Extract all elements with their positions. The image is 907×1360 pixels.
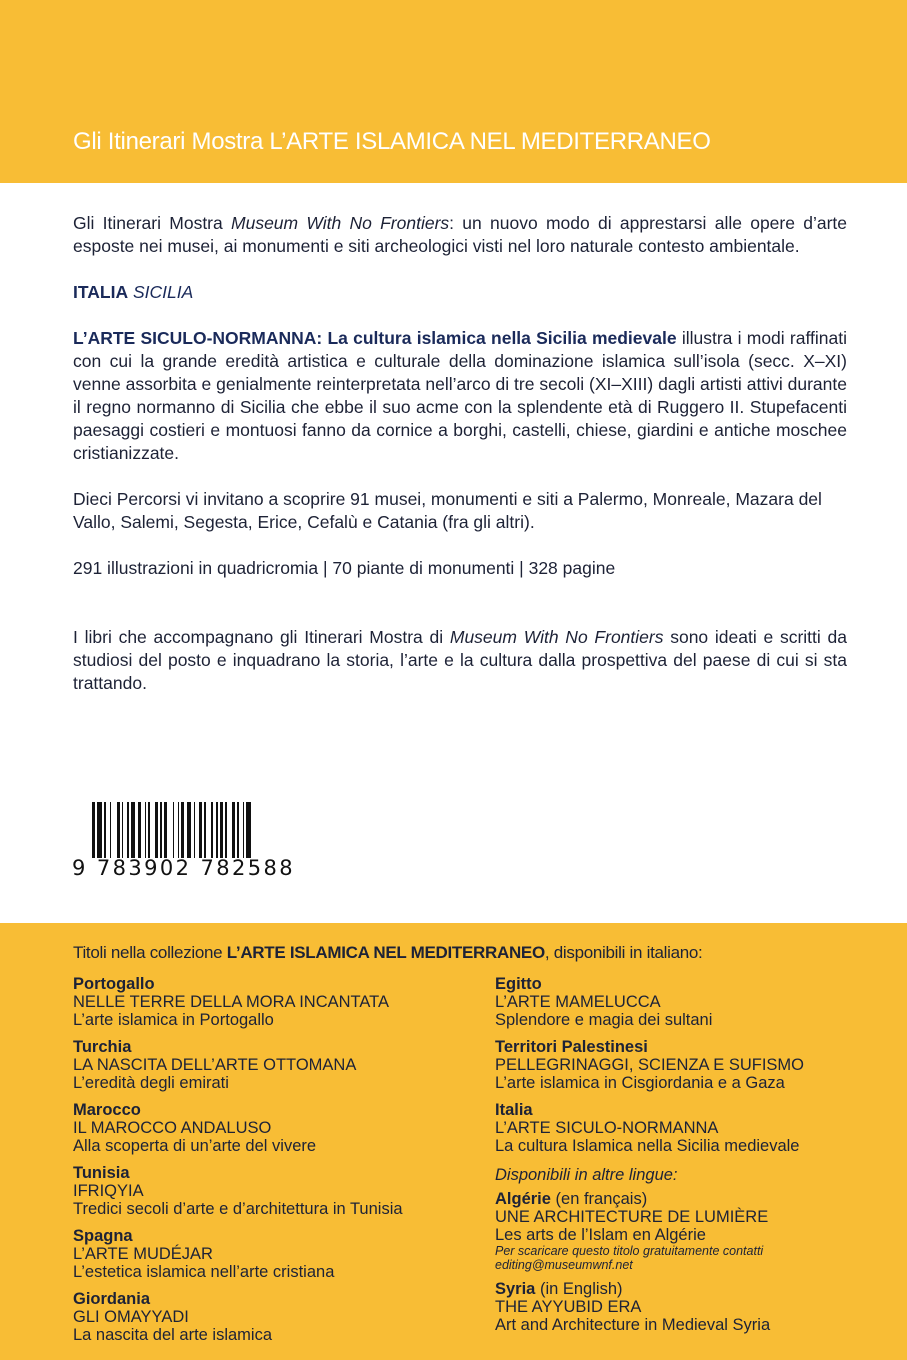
barcode-bar bbox=[225, 802, 227, 858]
region-country: ITALIA bbox=[73, 282, 129, 302]
barcode-bar bbox=[216, 802, 218, 858]
entry-country: Spagna bbox=[73, 1227, 133, 1245]
intro-paragraph bbox=[73, 212, 847, 258]
entry-country: Italia bbox=[495, 1101, 533, 1119]
other-entry bbox=[495, 1190, 895, 1272]
collection-entry bbox=[73, 1038, 473, 1101]
book-description bbox=[73, 327, 847, 465]
barcode-bar bbox=[237, 802, 239, 858]
barcode-bar bbox=[194, 802, 196, 858]
entry-language: (in English) bbox=[535, 1280, 623, 1298]
barcode-bar bbox=[199, 802, 202, 858]
barcode-bar bbox=[97, 802, 102, 858]
collection-heading bbox=[73, 943, 702, 963]
description-body bbox=[73, 212, 847, 718]
barcode-bar bbox=[138, 802, 141, 858]
heading-text: Titoli nella collezione bbox=[73, 943, 227, 962]
books-text-rest: sono ideati e scritti da studiosi del posto e inquadrano la storia, l’arte e la cultura dalla prospettiva del paese di cui si sta trattando. bbox=[73, 627, 847, 693]
entry-title: LA NASCITA DELL’ARTE OTTOMANA bbox=[73, 1056, 357, 1074]
entry-title: GLI OMAYYADI bbox=[73, 1308, 189, 1326]
barcode-bar bbox=[131, 802, 136, 858]
heading-text-end: , disponibili in italiano: bbox=[544, 943, 703, 962]
collection-entry bbox=[495, 1038, 895, 1101]
barcode-bar bbox=[204, 802, 206, 858]
collection-entry bbox=[73, 975, 473, 1038]
entry-country: Marocco bbox=[73, 1101, 141, 1119]
barcode-bar bbox=[187, 802, 192, 858]
entry-title: PELLEGRINAGGI, SCIENZA E SUFISMO bbox=[495, 1056, 804, 1074]
entry-country: Portogallo bbox=[73, 975, 155, 993]
collection-entry bbox=[495, 975, 895, 1038]
entry-subtitle: Splendore e magia dei sultani bbox=[495, 1011, 713, 1029]
entry-subtitle: La cultura Islamica nella Sicilia medievale bbox=[495, 1137, 800, 1155]
isbn-number: 9 783902 782588 bbox=[72, 856, 296, 880]
entry-title: L’ARTE MUDÉJAR bbox=[73, 1245, 213, 1263]
entry-subtitle: Les arts de l’Islam en Algérie bbox=[495, 1226, 706, 1244]
download-note: Per scaricare questo titolo gratuitamente contatti bbox=[495, 1244, 764, 1258]
barcode-bar bbox=[145, 802, 147, 858]
other-languages-label: Disponibili in altre lingue: bbox=[495, 1166, 678, 1184]
entry-title: L’ARTE SICULO-NORMANNA bbox=[495, 1119, 719, 1137]
entry-subtitle: Tredici secoli d’arte e d’architettura in Tunisia bbox=[73, 1200, 403, 1218]
entry-subtitle: La nascita del arte islamica bbox=[73, 1326, 273, 1344]
barcode-bars bbox=[92, 802, 302, 858]
collection-entry bbox=[73, 1290, 473, 1353]
entry-country: Giordania bbox=[73, 1290, 151, 1308]
barcode-bar bbox=[173, 802, 175, 858]
region-area: SICILIA bbox=[132, 282, 194, 302]
entry-title: IFRIQYIA bbox=[73, 1182, 144, 1200]
book-title: L’ARTE SICULO-NORMANNA: La cultura islamica nella Sicilia medievale bbox=[73, 328, 677, 348]
collection-right-column bbox=[495, 975, 895, 1334]
entry-subtitle: Alla scoperta di un’arte del vivere bbox=[73, 1137, 317, 1155]
entry-country: Tunisia bbox=[73, 1164, 130, 1182]
barcode-bar bbox=[220, 802, 223, 858]
stats-line: 291 illustrazioni in quadricromia | 70 piante di monumenti | 328 pagine bbox=[73, 558, 616, 578]
contact-email[interactable]: editing@museumwnf.net bbox=[495, 1258, 633, 1272]
entry-subtitle: L’estetica islamica nell’arte cristiana bbox=[73, 1263, 335, 1281]
barcode-bar bbox=[160, 802, 162, 858]
collection-entry bbox=[73, 1101, 473, 1164]
entry-country: Syria bbox=[495, 1280, 536, 1298]
entry-title: NELLE TERRE DELLA MORA INCANTATA bbox=[73, 993, 390, 1011]
barcode-bar bbox=[243, 802, 245, 858]
heading-series: L’ARTE ISLAMICA NEL MEDITERRANEO bbox=[226, 943, 545, 962]
books-text: I libri che accompagnano gli Itinerari Mostra di bbox=[73, 627, 450, 647]
entry-title: L’ARTE MAMELUCCA bbox=[495, 993, 661, 1011]
book-description-text: illustra i modi raffinati con cui la grande eredità artistica e culturale della dominazione islamica sull’isola (secc. X–XI) venne assorbita e genialmente reinterpretata nell’arco di tre secoli (XI–XIII) dagli artisti attivi durante il regno normanno di Sicilia che ebbe il suo acme con la splendente età di Ruggero II. Stupefacenti paesaggi costieri e montuosi fanno da cornice a borghi, castelli, chiese, giardini e antiche moschee cristianizzate. bbox=[73, 328, 847, 463]
barcode-bar bbox=[211, 802, 213, 858]
barcode-bar bbox=[181, 802, 184, 858]
barcode-bar bbox=[122, 802, 124, 858]
entry-title: UNE ARCHITECTURE DE LUMIÈRE bbox=[495, 1208, 769, 1226]
header-band bbox=[0, 0, 907, 183]
barcode-bar bbox=[246, 802, 251, 858]
series-title: Gli Itinerari Mostra L’ARTE ISLAMICA NEL MEDITERRANEO bbox=[73, 128, 711, 155]
collection-entry bbox=[495, 1101, 895, 1164]
entry-subtitle: L’eredità degli emirati bbox=[73, 1074, 229, 1092]
entry-subtitle: L’arte islamica in Cisgiordania e a Gaza bbox=[495, 1074, 785, 1092]
barcode-bar bbox=[148, 802, 150, 858]
collection-left-column bbox=[73, 975, 473, 1353]
intro-text: Gli Itinerari Mostra bbox=[73, 213, 232, 233]
entry-country: Territori Palestinesi bbox=[495, 1038, 648, 1056]
collection-entry bbox=[73, 1164, 473, 1227]
entry-subtitle: L’arte islamica in Portogallo bbox=[73, 1011, 274, 1029]
barcode-bar bbox=[92, 802, 95, 858]
barcode-bar bbox=[127, 802, 129, 858]
entry-title: THE AYYUBID ERA bbox=[495, 1298, 642, 1316]
collection-entry bbox=[73, 1227, 473, 1290]
barcode-bar bbox=[117, 802, 120, 858]
barcode-bar bbox=[155, 802, 158, 858]
entry-country: Turchia bbox=[73, 1038, 132, 1056]
entry-language: (en français) bbox=[550, 1190, 648, 1208]
barcode-bar bbox=[104, 802, 106, 858]
barcode-bar bbox=[178, 802, 180, 858]
region-line bbox=[73, 281, 847, 304]
italian-titles-right bbox=[495, 975, 895, 1164]
entry-country: Egitto bbox=[495, 975, 542, 993]
intro-text-rest: : un nuovo modo di apprestarsi alle opere d’arte esposte nei musei, ai monumenti e siti archeologici visti nel loro naturale contesto ambientale. bbox=[73, 213, 848, 256]
collection-band bbox=[0, 923, 907, 1360]
books-museum-name: Museum With No Frontiers bbox=[449, 627, 664, 647]
entry-title: IL MAROCCO ANDALUSO bbox=[73, 1119, 272, 1137]
entry-subtitle: Art and Architecture in Medieval Syria bbox=[495, 1316, 771, 1334]
barcode-bar bbox=[110, 802, 112, 858]
itineraries-paragraph: Dieci Percorsi vi invitano a scoprire 91 musei, monumenti e siti a Palermo, Monreale, Mazara del Vallo, Salemi, Segesta, Erice, Cefalù e Catania (fra gli altri). bbox=[73, 489, 822, 532]
other-entry bbox=[495, 1280, 895, 1334]
books-paragraph bbox=[73, 626, 847, 695]
barcode-bar bbox=[164, 802, 167, 858]
barcode-bar bbox=[232, 802, 235, 858]
intro-museum-name: Museum With No Frontiers bbox=[231, 213, 450, 233]
entry-country: Algérie bbox=[495, 1190, 551, 1208]
isbn-barcode bbox=[72, 800, 304, 884]
